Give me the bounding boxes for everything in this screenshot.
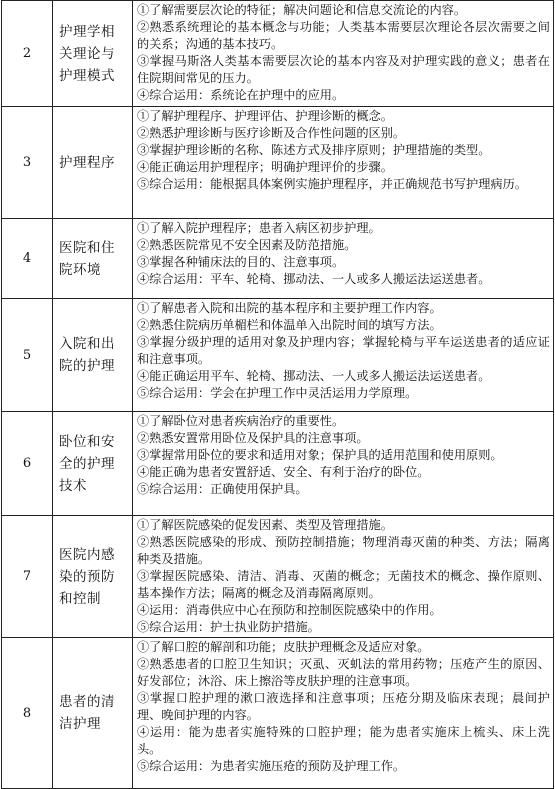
chapter-topic: 医院内感染的预防和控制 xyxy=(53,516,133,638)
chapter-topic: 护理程序 xyxy=(53,107,133,219)
syllabus-table-body xyxy=(2,1,554,789)
objective-item: ③掌握常用卧位的要求和适用对象；保护具的适用范围和使用原则。 xyxy=(137,448,503,462)
objective-item: ②熟悉系统理论的基本概念与功能；人类基本需要层次理论各层次需要之间的关系；沟通的基本技巧。 xyxy=(137,20,550,51)
objective-item: ①了解卧位对患者疾病治疗的重要性。 xyxy=(137,414,345,428)
objective-item: ④运用：能为患者实施特殊的口腔护理；能为患者实施床上梳头、床上洗头。 xyxy=(137,725,550,756)
learning-objectives xyxy=(133,219,554,299)
objective-item: ③掌握分级护理的适用对象及护理内容；掌握轮椅与平车运送患者的适应证和注意事项。 xyxy=(137,335,550,366)
syllabus-table xyxy=(1,0,554,789)
objective-item: ①了解医院感染的促发因素、类型及管理措施。 xyxy=(137,518,393,532)
chapter-number: 3 xyxy=(2,107,53,219)
objective-item: ④能正确运用平车、轮椅、挪动法、一人或多人搬运法运送患者。 xyxy=(137,369,491,383)
objective-item: ②熟悉护理诊断与医疗诊断及合作性问题的区别。 xyxy=(137,126,406,140)
objective-item: ④综合运用：平车、轮椅、挪动法、一人或多人搬运法运送患者。 xyxy=(137,272,491,286)
chapter-number: 7 xyxy=(2,516,53,638)
chapter-number: 4 xyxy=(2,219,53,299)
learning-objectives xyxy=(133,638,554,789)
table-row xyxy=(2,299,554,412)
chapter-topic: 患者的清洁护理 xyxy=(53,638,133,789)
objective-item: ③掌握护理诊断的名称、陈述方式及排序原则；护理措施的类型。 xyxy=(137,143,491,157)
chapter-topic: 卧位和安全的护理技术 xyxy=(53,412,133,516)
objective-item: ①了解口腔的解剖和功能；皮肤护理概念及适应对象。 xyxy=(137,640,430,654)
chapter-number: 6 xyxy=(2,412,53,516)
chapter-topic: 护理学相关理论与护理模式 xyxy=(53,1,133,107)
objective-item: ⑤综合运用：为患者实施压疮的预防及护理工作。 xyxy=(137,759,406,773)
objective-item: ②熟悉医院常见不安全因素及防范措施。 xyxy=(137,238,357,252)
table-row xyxy=(2,1,554,107)
objective-item: ⑤综合运用：学会在护理工作中灵活运用力学原理。 xyxy=(137,386,418,400)
objective-item: ①了解需要层次论的特征；解决问题论和信息交流论的内容。 xyxy=(137,3,467,17)
objective-item: ②熟悉医院感染的形成、预防控制措施；物理消毒灭菌的种类、方法；隔离种类及措施。 xyxy=(137,535,550,566)
learning-objectives xyxy=(133,299,554,412)
objective-item: ④运用：消毒供应中心在预防和控制医院感染中的作用。 xyxy=(137,603,442,617)
table-row xyxy=(2,516,554,638)
objective-item: ③掌握医院感染、清洁、消毒、灭菌的概念；无菌技术的概念、操作原则、基本操作方法；隔离的概念及消毒隔离原则。 xyxy=(137,569,550,600)
learning-objectives xyxy=(133,412,554,516)
chapter-number: 8 xyxy=(2,638,53,789)
objective-item: ①了解护理程序、护理评估、护理诊断的概念。 xyxy=(137,109,393,123)
table-row xyxy=(2,219,554,299)
objective-item: ④综合运用：系统论在护理中的应用。 xyxy=(137,88,345,102)
chapter-topic: 入院和出院的护理 xyxy=(53,299,133,412)
objective-item: ⑤综合运用：能根据具体案例实施护理程序，并正确规范书写护理病历。 xyxy=(137,177,527,191)
objective-item: ③掌握马斯洛人类基本需要层次论的基本内容及对护理实践的意义；患者在住院期间常见的压力。 xyxy=(137,54,550,85)
table-row xyxy=(2,412,554,516)
objective-item: ②熟悉安置常用卧位及保护具的注意事项。 xyxy=(137,431,369,445)
objective-item: ③掌握口腔护理的漱口液选择和注意事项；压疮分期及临床表现；晨间护理、晚间护理的内容。 xyxy=(137,691,550,722)
learning-objectives xyxy=(133,107,554,219)
objective-item: ②熟悉患者的口腔卫生知识；灭虱、灭虮法的常用药物；压疮产生的原因、好发部位；沐浴、床上擦浴等皮肤护理的注意事项。 xyxy=(137,657,550,688)
objective-item: ⑤综合运用：护士执业防护措施。 xyxy=(137,620,320,634)
objective-item: ④能正确运用护理程序；明确护理评价的步骤。 xyxy=(137,160,393,174)
objective-item: ①了解患者入院和出院的基本程序和主要护理工作内容。 xyxy=(137,301,442,315)
chapter-number: 2 xyxy=(2,1,53,107)
objective-item: ③掌握各种铺床法的目的、注意事项。 xyxy=(137,255,345,269)
objective-item: ④能正确为患者安置舒适、安全、有利于治疗的卧位。 xyxy=(137,465,430,479)
learning-objectives xyxy=(133,516,554,638)
chapter-topic: 医院和住院环境 xyxy=(53,219,133,299)
learning-objectives xyxy=(133,1,554,107)
objective-item: ②熟悉住院病历单楣栏和体温单入出院时间的填写方法。 xyxy=(137,318,442,332)
table-row xyxy=(2,107,554,219)
chapter-number: 5 xyxy=(2,299,53,412)
table-row xyxy=(2,638,554,789)
objective-item: ⑤综合运用：正确使用保护具。 xyxy=(137,482,308,496)
objective-item: ①了解入院护理程序；患者入病区初步护理。 xyxy=(137,221,381,235)
